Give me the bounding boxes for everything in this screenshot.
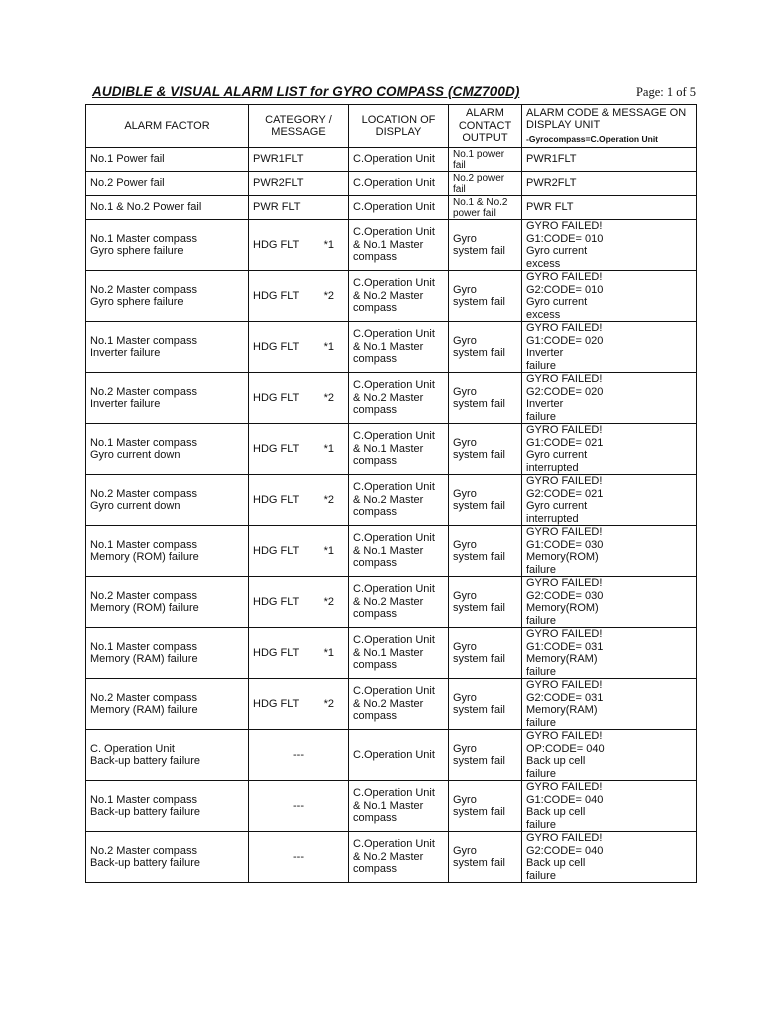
contact-output-cell: Gyro system fail	[449, 424, 522, 475]
location-cell: C.Operation Unit	[349, 172, 449, 196]
alarm-factor-cell: C. Operation Unit Back-up battery failure	[86, 730, 249, 781]
alarm-code-cell: GYRO FAILED! G2:CODE= 010 Gyro current excess	[522, 271, 697, 322]
document-title: AUDIBLE & VISUAL ALARM LIST for GYRO COMPASS (CMZ700D)	[92, 84, 520, 99]
category-wrap	[253, 290, 344, 303]
alarm-code-cell: GYRO FAILED! G1:CODE= 040 Back up cell failure	[522, 781, 697, 832]
category-cell	[249, 526, 349, 577]
table-row	[86, 322, 697, 373]
location-cell: C.Operation Unit	[349, 196, 449, 220]
category-wrap	[253, 239, 344, 252]
location-cell: C.Operation Unit & No.2 Master compass	[349, 271, 449, 322]
category-message: HDG FLT	[253, 289, 300, 302]
category-note-ref: *2	[323, 289, 334, 302]
col-header-location: LOCATION OF DISPLAY	[349, 105, 449, 148]
location-cell: C.Operation Unit & No.2 Master compass	[349, 832, 449, 883]
contact-output-cell: Gyro system fail	[449, 832, 522, 883]
table-row	[86, 730, 697, 781]
table-row	[86, 196, 697, 220]
location-cell: C.Operation Unit	[349, 148, 449, 172]
category-wrap	[253, 647, 344, 660]
category-cell	[249, 271, 349, 322]
alarm-factor-cell: No.1 Master compass Gyro sphere failure	[86, 220, 249, 271]
contact-output-cell: Gyro system fail	[449, 781, 522, 832]
category-note-ref: *1	[323, 646, 334, 659]
category-cell	[249, 679, 349, 730]
category-cell: ---	[249, 781, 349, 832]
category-wrap	[253, 341, 344, 354]
category-cell	[249, 475, 349, 526]
table-row	[86, 526, 697, 577]
table-row	[86, 679, 697, 730]
alarm-code-cell: GYRO FAILED! G2:CODE= 021 Gyro current interrupted	[522, 475, 697, 526]
col-header-alarm-factor: ALARM FACTOR	[86, 105, 249, 148]
location-cell: C.Operation Unit & No.1 Master compass	[349, 781, 449, 832]
location-cell: C.Operation Unit & No.2 Master compass	[349, 373, 449, 424]
col-header-alarm-code	[522, 105, 697, 148]
alarm-factor-cell: No.1 Master compass Gyro current down	[86, 424, 249, 475]
alarm-factor-cell: No.2 Master compass Memory (ROM) failure	[86, 577, 249, 628]
alarm-factor-cell: No.2 Master compass Gyro current down	[86, 475, 249, 526]
location-cell: C.Operation Unit & No.2 Master compass	[349, 679, 449, 730]
table-row	[86, 220, 697, 271]
location-cell: C.Operation Unit & No.2 Master compass	[349, 577, 449, 628]
contact-output-cell: Gyro system fail	[449, 475, 522, 526]
alarm-code-cell: GYRO FAILED! G2:CODE= 040 Back up cell failure	[522, 832, 697, 883]
alarm-code-cell: GYRO FAILED! G1:CODE= 030 Memory(ROM) failure	[522, 526, 697, 577]
contact-output-cell: Gyro system fail	[449, 220, 522, 271]
category-cell	[249, 577, 349, 628]
alarm-code-cell: GYRO FAILED! G1:CODE= 021 Gyro current interrupted	[522, 424, 697, 475]
category-wrap	[253, 698, 344, 711]
table-body	[86, 148, 697, 883]
alarm-factor-cell: No.1 Power fail	[86, 148, 249, 172]
col-header-contact-output: ALARM CONTACT OUTPUT	[449, 105, 522, 148]
contact-output-cell: Gyro system fail	[449, 679, 522, 730]
contact-output-cell: Gyro system fail	[449, 730, 522, 781]
category-wrap	[253, 443, 344, 456]
alarm-factor-cell: No.1 Master compass Memory (RAM) failure	[86, 628, 249, 679]
table-header-row	[86, 105, 697, 148]
alarm-factor-cell: No.2 Master compass Memory (RAM) failure	[86, 679, 249, 730]
category-wrap	[253, 545, 344, 558]
location-cell: C.Operation Unit & No.1 Master compass	[349, 220, 449, 271]
category-note-ref: *2	[323, 391, 334, 404]
category-note-ref: *1	[323, 238, 334, 251]
table-row	[86, 373, 697, 424]
category-message: HDG FLT	[253, 493, 300, 506]
contact-output-cell: Gyro system fail	[449, 628, 522, 679]
category-cell	[249, 628, 349, 679]
alarm-code-cell: GYRO FAILED! G1:CODE= 031 Memory(RAM) failure	[522, 628, 697, 679]
table-row	[86, 172, 697, 196]
contact-output-cell: Gyro system fail	[449, 322, 522, 373]
category-note-ref: *2	[323, 595, 334, 608]
category-message: HDG FLT	[253, 544, 300, 557]
table-row	[86, 424, 697, 475]
category-message: HDG FLT	[253, 646, 300, 659]
category-message: HDG FLT	[253, 442, 300, 455]
category-cell: PWR1FLT	[249, 148, 349, 172]
alarm-factor-cell: No.1 Master compass Memory (ROM) failure	[86, 526, 249, 577]
alarm-code-cell: PWR1FLT	[522, 148, 697, 172]
category-cell: ---	[249, 730, 349, 781]
category-message: HDG FLT	[253, 340, 300, 353]
alarm-code-cell: GYRO FAILED! G1:CODE= 010 Gyro current excess	[522, 220, 697, 271]
alarm-code-cell: GYRO FAILED! G2:CODE= 031 Memory(RAM) failure	[522, 679, 697, 730]
document-header	[86, 84, 696, 104]
category-cell	[249, 373, 349, 424]
table-row	[86, 577, 697, 628]
location-cell: C.Operation Unit & No.1 Master compass	[349, 628, 449, 679]
contact-output-cell: No.1 power fail	[449, 148, 522, 172]
category-note-ref: *1	[323, 544, 334, 557]
alarm-factor-cell: No.2 Power fail	[86, 172, 249, 196]
alarm-code-cell: GYRO FAILED! G2:CODE= 020 Inverter failure	[522, 373, 697, 424]
contact-output-cell: Gyro system fail	[449, 577, 522, 628]
table-row	[86, 832, 697, 883]
page-number: Page: 1 of 5	[635, 85, 696, 99]
location-cell: C.Operation Unit & No.1 Master compass	[349, 322, 449, 373]
category-cell	[249, 424, 349, 475]
location-cell: C.Operation Unit & No.2 Master compass	[349, 475, 449, 526]
col-header-alarm-code-note: -Gyrocompass=C.Operation Unit	[526, 133, 659, 144]
contact-output-cell: Gyro system fail	[449, 373, 522, 424]
category-wrap	[253, 596, 344, 609]
alarm-factor-cell: No.1 Master compass Inverter failure	[86, 322, 249, 373]
location-cell: C.Operation Unit & No.1 Master compass	[349, 424, 449, 475]
contact-output-cell: No.2 power fail	[449, 172, 522, 196]
category-cell	[249, 220, 349, 271]
category-cell	[249, 322, 349, 373]
alarm-factor-cell: No.2 Master compass Back-up battery failure	[86, 832, 249, 883]
alarm-code-cell: PWR2FLT	[522, 172, 697, 196]
category-wrap	[253, 494, 344, 507]
contact-output-cell: No.1 & No.2 power fail	[449, 196, 522, 220]
alarm-code-cell: GYRO FAILED! OP:CODE= 040 Back up cell failure	[522, 730, 697, 781]
alarm-factor-cell: No.1 & No.2 Power fail	[86, 196, 249, 220]
category-note-ref: *1	[323, 340, 334, 353]
alarm-list-table	[85, 104, 697, 883]
alarm-code-cell: PWR FLT	[522, 196, 697, 220]
alarm-factor-cell: No.2 Master compass Gyro sphere failure	[86, 271, 249, 322]
category-note-ref: *2	[323, 493, 334, 506]
alarm-factor-cell: No.2 Master compass Inverter failure	[86, 373, 249, 424]
category-message: HDG FLT	[253, 391, 300, 404]
table-row	[86, 628, 697, 679]
category-message: HDG FLT	[253, 697, 300, 710]
category-note-ref: *1	[323, 442, 334, 455]
category-cell: PWR2FLT	[249, 172, 349, 196]
category-note-ref: *2	[323, 697, 334, 710]
category-wrap	[253, 392, 344, 405]
category-message: HDG FLT	[253, 238, 300, 251]
location-cell: C.Operation Unit & No.1 Master compass	[349, 526, 449, 577]
table-row	[86, 148, 697, 172]
contact-output-cell: Gyro system fail	[449, 526, 522, 577]
alarm-factor-cell: No.1 Master compass Back-up battery failure	[86, 781, 249, 832]
category-cell: PWR FLT	[249, 196, 349, 220]
contact-output-cell: Gyro system fail	[449, 271, 522, 322]
table-row	[86, 271, 697, 322]
location-cell: C.Operation Unit	[349, 730, 449, 781]
alarm-code-cell: GYRO FAILED! G2:CODE= 030 Memory(ROM) failure	[522, 577, 697, 628]
col-header-category: CATEGORY / MESSAGE	[249, 105, 349, 148]
table-row	[86, 781, 697, 832]
category-message: HDG FLT	[253, 595, 300, 608]
alarm-code-cell: GYRO FAILED! G1:CODE= 020 Inverter failure	[522, 322, 697, 373]
category-cell: ---	[249, 832, 349, 883]
col-header-alarm-code-label: ALARM CODE & MESSAGE ON DISPLAY UNIT	[526, 106, 687, 132]
table-row	[86, 475, 697, 526]
